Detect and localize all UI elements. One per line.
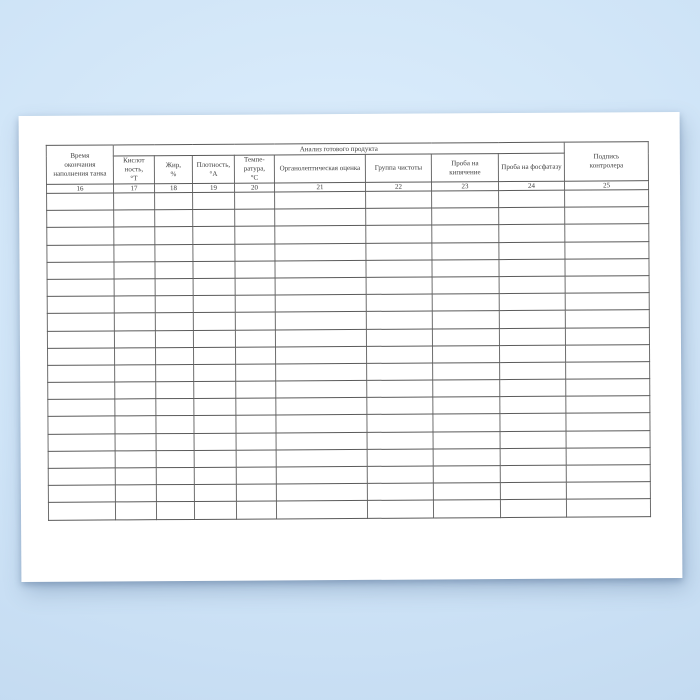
empty-cell: [500, 362, 566, 380]
paper-sheet: [19, 112, 683, 582]
empty-cell: [432, 225, 499, 243]
empty-cell: [235, 261, 275, 278]
empty-cell: [432, 294, 499, 312]
empty-cell: [155, 261, 193, 278]
empty-cell: [155, 313, 193, 330]
empty-cell: [194, 364, 236, 381]
empty-cell: [235, 209, 275, 226]
empty-cell: [565, 276, 649, 294]
empty-cell: [193, 244, 235, 261]
empty-cell: [156, 502, 194, 519]
empty-cell: [194, 381, 236, 398]
empty-cell: [566, 396, 650, 414]
empty-cell: [565, 207, 649, 225]
empty-cell: [565, 293, 649, 311]
empty-cell: [565, 310, 649, 328]
empty-cell: [193, 278, 235, 295]
empty-cell: [194, 450, 236, 467]
empty-cell: [276, 501, 367, 519]
group-header-finished-product-analysis: Анализ готового продукта: [113, 142, 564, 156]
empty-cell: [155, 296, 193, 313]
empty-cell: [565, 224, 649, 242]
empty-cell: [193, 313, 235, 330]
empty-cell: [155, 278, 193, 295]
empty-cell: [193, 347, 235, 364]
empty-cell: [156, 450, 194, 467]
column-header-fat: Жир, %: [154, 155, 192, 183]
empty-cell: [276, 449, 367, 467]
empty-cell: [47, 245, 114, 263]
empty-cell: [114, 193, 155, 210]
empty-cell: [500, 500, 566, 518]
empty-cell: [366, 208, 432, 226]
empty-cell: [433, 362, 500, 380]
empty-cell: [155, 227, 193, 244]
empty-cell: [115, 502, 156, 519]
empty-cell: [194, 398, 236, 415]
empty-cell: [155, 347, 193, 364]
empty-cell: [499, 190, 565, 208]
empty-cell: [236, 381, 276, 398]
empty-cell: [115, 451, 156, 468]
empty-cell: [47, 210, 114, 228]
empty-cell: [156, 467, 194, 484]
empty-cell: [276, 466, 367, 484]
empty-cell: [565, 327, 649, 345]
column-header-organoleptic-evaluation: Органолептическая оценка: [274, 154, 365, 183]
empty-cell: [367, 397, 433, 415]
empty-cell: [432, 277, 499, 295]
empty-cell: [275, 243, 366, 261]
empty-cell: [236, 484, 276, 501]
column-number-17: 17: [113, 184, 154, 193]
empty-cell: [500, 465, 566, 483]
empty-cell: [194, 416, 236, 433]
empty-cell: [276, 415, 367, 433]
empty-cell: [499, 276, 565, 294]
empty-cell: [367, 380, 433, 398]
table-header: [46, 142, 648, 194]
empty-cell: [366, 294, 432, 312]
empty-cell: [566, 482, 650, 500]
empty-cell: [499, 345, 565, 363]
column-header-acidity: Кислот ность, °Т: [113, 156, 154, 184]
empty-cell: [433, 380, 500, 398]
empty-cell: [114, 296, 155, 313]
empty-cell: [194, 484, 236, 501]
empty-cell: [565, 258, 649, 276]
empty-cell: [156, 382, 194, 399]
empty-cell: [367, 432, 433, 450]
empty-cell: [235, 192, 275, 209]
column-number-21: 21: [274, 182, 365, 192]
empty-cell: [48, 365, 115, 383]
empty-cell: [47, 193, 114, 211]
empty-cell: [433, 431, 500, 449]
empty-cell: [275, 295, 366, 313]
empty-cell: [48, 451, 115, 469]
empty-cell: [114, 313, 155, 330]
empty-cell: [155, 210, 193, 227]
empty-cell: [566, 413, 650, 431]
empty-cell: [500, 396, 566, 414]
empty-cell: [48, 399, 115, 417]
empty-cell: [275, 312, 366, 330]
empty-cell: [114, 347, 155, 364]
empty-cell: [566, 447, 650, 465]
empty-cell: [156, 399, 194, 416]
empty-cell: [276, 380, 367, 398]
empty-cell: [193, 227, 235, 244]
empty-cell: [433, 466, 500, 484]
empty-cell: [155, 192, 193, 209]
empty-cell: [48, 416, 115, 434]
empty-cell: [366, 277, 432, 295]
column-number-19: 19: [192, 183, 234, 192]
empty-cell: [115, 399, 156, 416]
empty-cell: [47, 279, 114, 297]
column-number-22: 22: [365, 182, 431, 191]
empty-cell: [235, 312, 275, 329]
empty-cell: [115, 468, 156, 485]
column-number-16: 16: [47, 184, 114, 193]
empty-cell: [48, 348, 115, 366]
empty-cell: [155, 330, 193, 347]
empty-cell: [114, 330, 155, 347]
empty-cell: [367, 483, 433, 501]
empty-cell: [500, 414, 566, 432]
empty-cell: [367, 466, 433, 484]
empty-cell: [235, 244, 275, 261]
empty-cell: [114, 244, 155, 261]
empty-cell: [366, 311, 432, 329]
empty-cell: [500, 379, 566, 397]
empty-cell: [275, 209, 366, 227]
column-header-controller-signature: Подпись контролера: [564, 142, 648, 182]
empty-cell: [194, 502, 236, 519]
empty-cell: [193, 261, 235, 278]
empty-cell: [366, 346, 432, 364]
empty-cell: [156, 433, 194, 450]
empty-cell: [432, 311, 499, 329]
empty-cell: [115, 433, 156, 450]
empty-cell: [566, 499, 650, 517]
column-header-purity-group: Группа чистоты: [365, 154, 431, 182]
empty-cell: [366, 191, 432, 209]
empty-cell: [235, 278, 275, 295]
empty-cell: [499, 328, 565, 346]
empty-cell: [432, 208, 499, 226]
empty-cell: [236, 398, 276, 415]
empty-cell: [47, 313, 114, 331]
empty-cell: [566, 379, 650, 397]
empty-cell: [276, 484, 367, 502]
empty-cell: [499, 242, 565, 260]
empty-cell: [433, 483, 500, 501]
empty-cell: [114, 261, 155, 278]
column-number-20: 20: [234, 183, 274, 192]
empty-cell: [236, 433, 276, 450]
empty-cell: [565, 241, 649, 259]
column-number-18: 18: [154, 183, 192, 192]
column-header-boiling-test: Проба на кипячение: [431, 154, 498, 182]
empty-cell: [367, 414, 433, 432]
header-row-sub: [46, 153, 648, 185]
empty-cell: [193, 209, 235, 226]
empty-cell: [276, 363, 367, 381]
empty-cell: [432, 328, 499, 346]
empty-cell: [500, 448, 566, 466]
empty-cell: [432, 259, 499, 277]
empty-cell: [275, 329, 366, 347]
empty-cell: [433, 397, 500, 415]
empty-cell: [114, 227, 155, 244]
empty-cell: [235, 295, 275, 312]
empty-cell: [48, 502, 115, 520]
empty-cell: [155, 244, 193, 261]
empty-cell: [115, 416, 156, 433]
empty-cell: [433, 414, 500, 432]
empty-cell: [432, 191, 499, 209]
empty-cell: [156, 364, 194, 381]
empty-cell: [193, 330, 235, 347]
empty-cell: [115, 485, 156, 502]
empty-cell: [156, 416, 194, 433]
empty-cell: [276, 398, 367, 416]
empty-cell: [500, 431, 566, 449]
column-header-tank-fill-end-time: Время окончания наполнения танка: [46, 145, 113, 184]
empty-cell: [47, 296, 114, 314]
empty-cell: [275, 346, 366, 364]
empty-cell: [432, 345, 499, 363]
empty-cell: [566, 430, 650, 448]
empty-cell: [275, 191, 366, 209]
column-number-23: 23: [431, 182, 498, 191]
empty-cell: [235, 347, 275, 364]
empty-cell: [499, 225, 565, 243]
empty-cell: [500, 482, 566, 500]
table-body: [47, 190, 651, 520]
empty-cell: [276, 432, 367, 450]
empty-cell: [115, 382, 156, 399]
empty-cell: [193, 295, 235, 312]
table-row: [48, 499, 650, 520]
empty-cell: [433, 448, 500, 466]
empty-cell: [48, 434, 115, 452]
column-header-phosphatase-test: Проба на фосфатазу: [498, 153, 564, 181]
product-analysis-log-table: [46, 141, 651, 520]
column-header-temperature: Темпе- ратура, °С: [234, 155, 274, 183]
column-number-24: 24: [498, 181, 564, 190]
empty-cell: [114, 210, 155, 227]
empty-cell: [499, 293, 565, 311]
empty-cell: [566, 465, 650, 483]
empty-cell: [366, 328, 432, 346]
empty-cell: [566, 344, 650, 362]
empty-cell: [275, 277, 366, 295]
empty-cell: [193, 192, 235, 209]
empty-cell: [499, 310, 565, 328]
empty-cell: [275, 260, 366, 278]
empty-cell: [47, 227, 114, 245]
empty-cell: [48, 485, 115, 503]
empty-cell: [236, 501, 276, 518]
empty-cell: [275, 226, 366, 244]
empty-cell: [47, 330, 114, 348]
empty-cell: [114, 279, 155, 296]
empty-cell: [566, 362, 650, 380]
empty-cell: [366, 243, 432, 261]
empty-cell: [47, 262, 114, 280]
column-header-density: Плотность, °А: [192, 155, 234, 183]
empty-cell: [366, 225, 432, 243]
empty-cell: [156, 485, 194, 502]
empty-cell: [367, 363, 433, 381]
empty-cell: [236, 415, 276, 432]
empty-cell: [194, 467, 236, 484]
empty-cell: [235, 329, 275, 346]
empty-cell: [499, 259, 565, 277]
empty-cell: [236, 364, 276, 381]
empty-cell: [565, 190, 649, 208]
empty-cell: [236, 450, 276, 467]
empty-cell: [499, 207, 565, 225]
empty-cell: [235, 226, 275, 243]
empty-cell: [367, 500, 433, 518]
empty-cell: [194, 433, 236, 450]
empty-cell: [366, 260, 432, 278]
empty-cell: [48, 468, 115, 486]
empty-cell: [432, 242, 499, 260]
empty-cell: [433, 500, 500, 518]
column-number-25: 25: [565, 181, 649, 191]
empty-cell: [48, 382, 115, 400]
empty-cell: [367, 449, 433, 467]
empty-cell: [236, 467, 276, 484]
empty-cell: [115, 365, 156, 382]
